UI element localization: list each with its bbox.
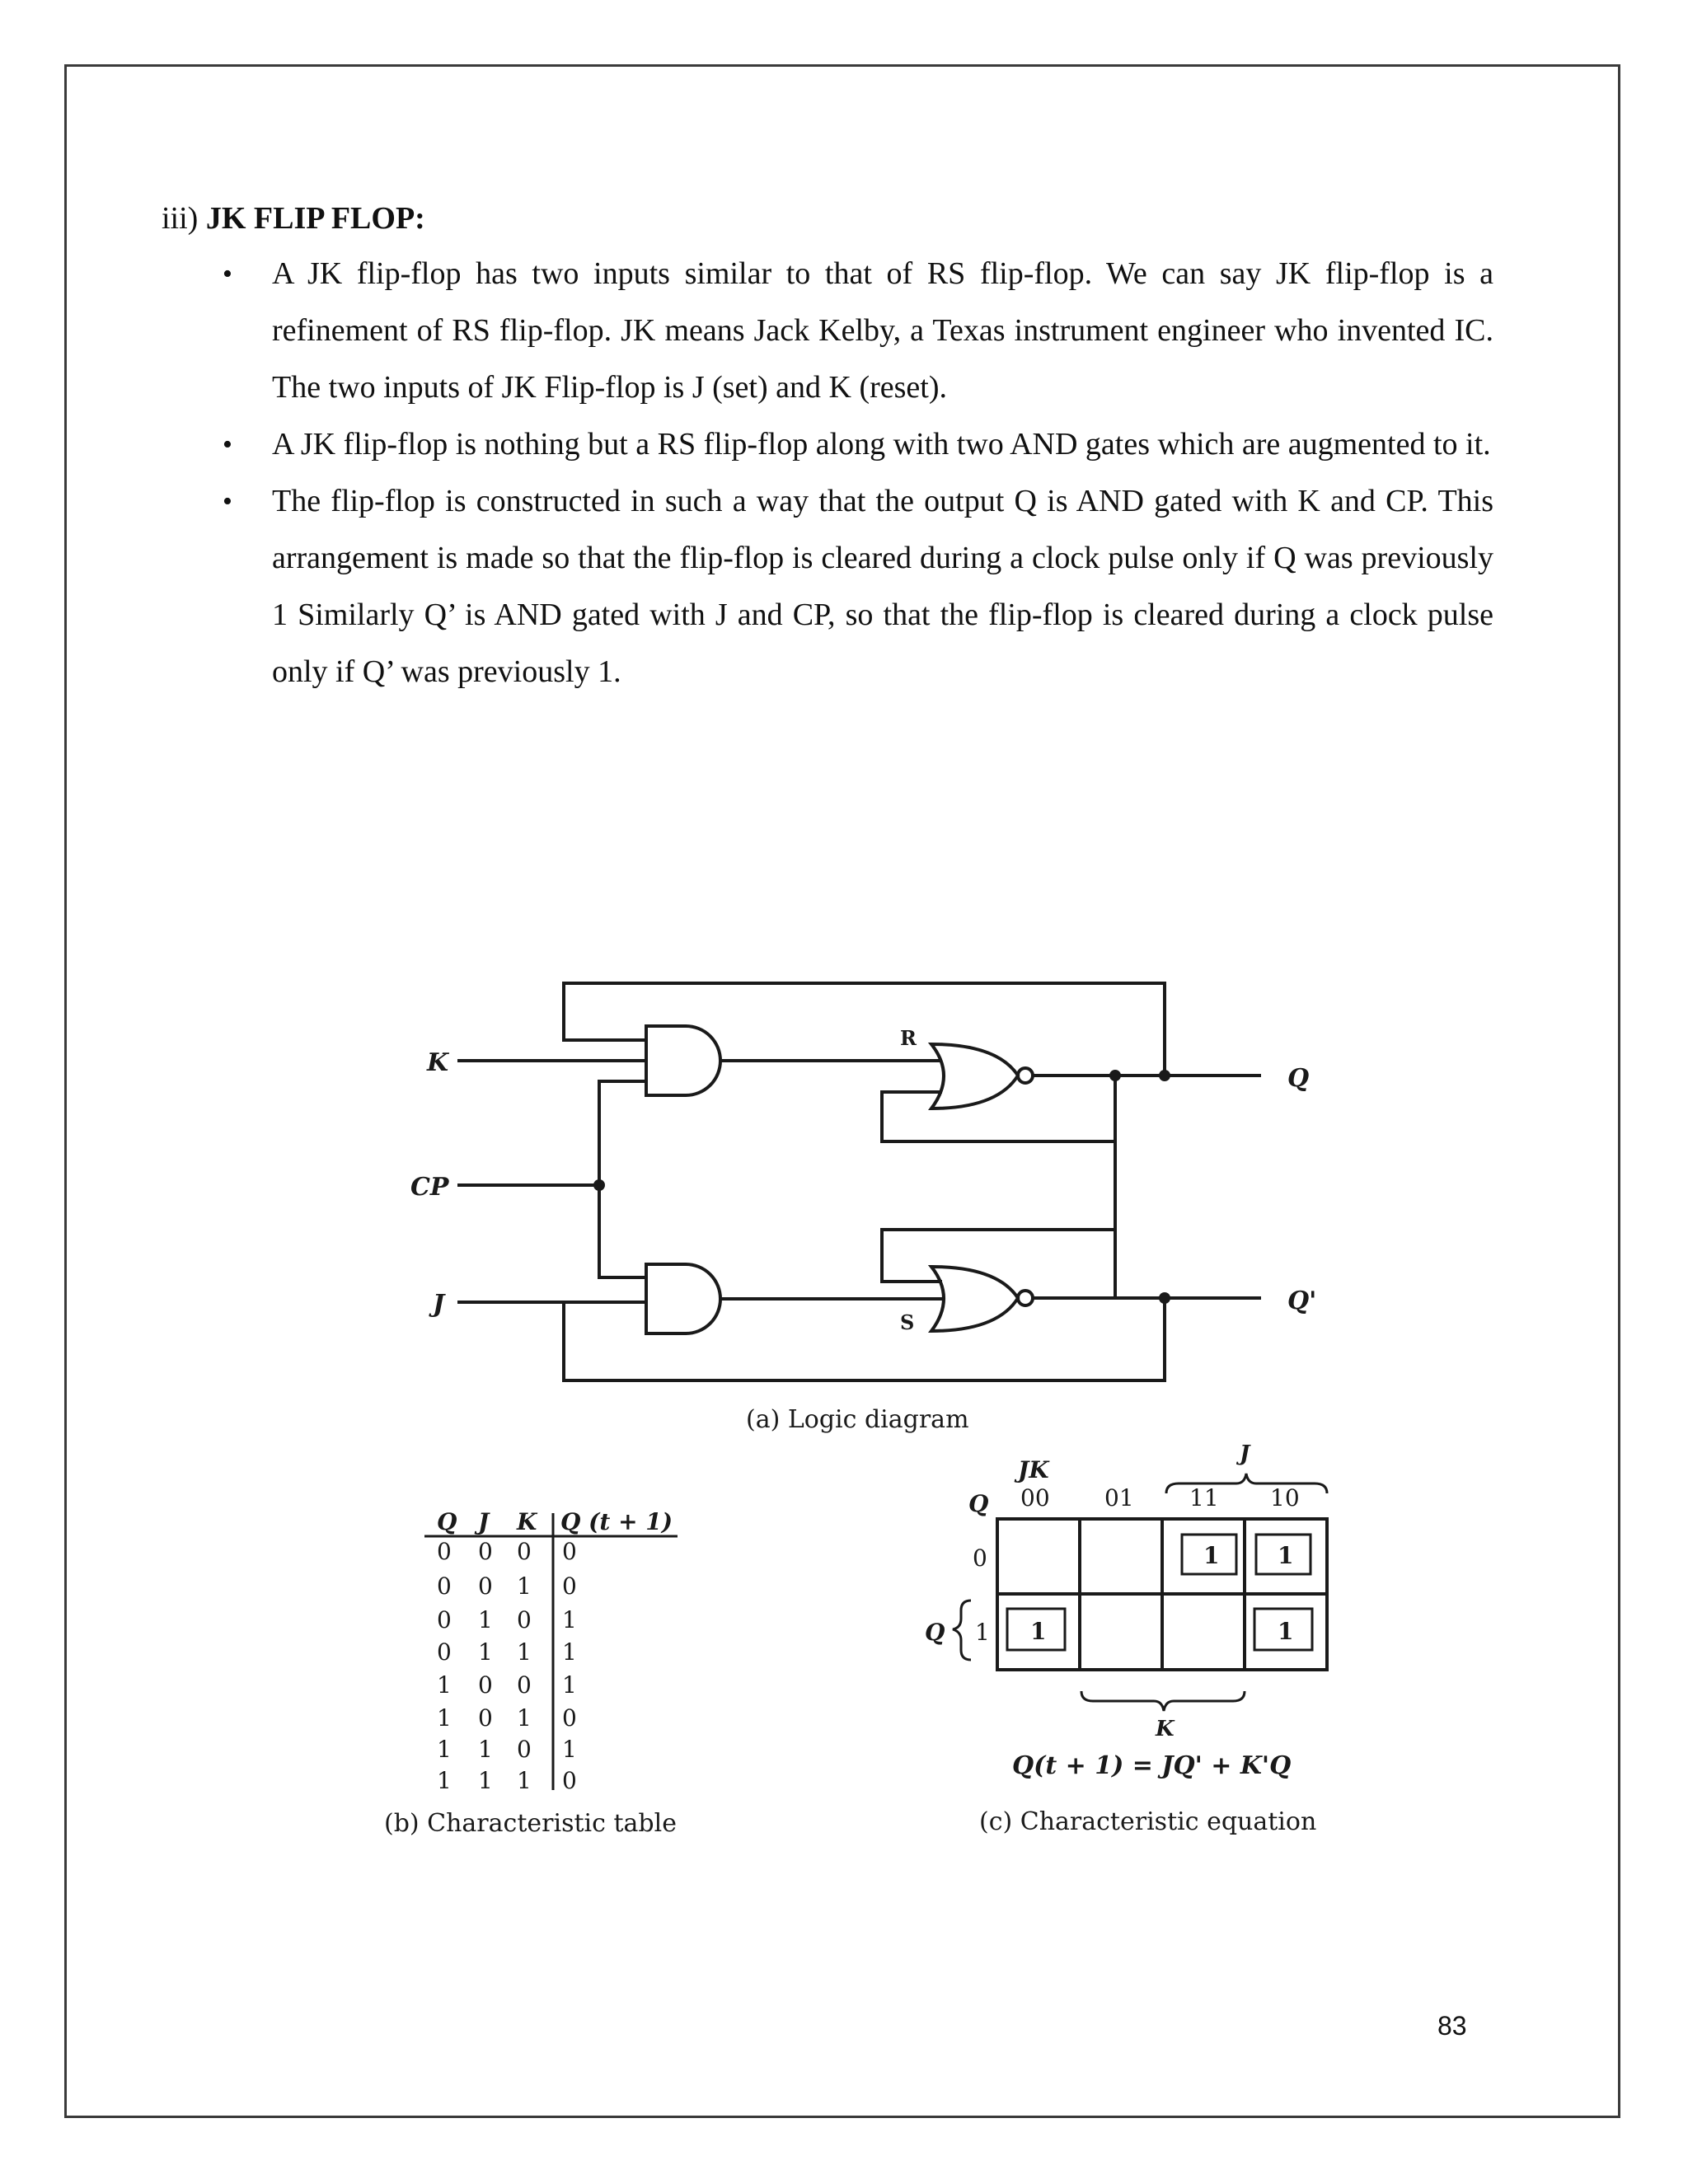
kmap-col-label: 11 [1189,1484,1219,1511]
table-cell: 0 [437,1638,452,1666]
label-s: S [900,1310,915,1334]
label-cp: CP [410,1173,449,1202]
table-cell: 1 [562,1638,577,1666]
kmap-cell-one: 1 [1030,1618,1047,1645]
kmap-equation: Q(t + 1) = JQ' + K'Q [1012,1751,1292,1780]
kmap-corner-q: Q [968,1490,989,1517]
heading-title: JK FLIP FLOP: [205,201,425,236]
table-cell: 1 [562,1736,577,1763]
table-header-j: J [478,1508,490,1535]
section-heading [162,198,425,239]
kmap-caption: (c) Characteristic equation [979,1807,1317,1836]
table-cell: 0 [437,1538,452,1565]
kmap-col-label: 00 [1020,1484,1050,1511]
kmap-row-label: 1 [975,1619,990,1646]
heading-prefix: iii) [162,201,199,236]
table-cell: 0 [517,1606,532,1633]
page-number: 83 [1437,2011,1467,2041]
table-header-q: Q [437,1508,457,1535]
kmap-col-label: 01 [1104,1484,1134,1511]
table-header-k: K [517,1508,537,1535]
table-cell: 1 [437,1767,452,1794]
table-cell: 1 [562,1606,577,1633]
table-cell: 0 [562,1767,577,1794]
table-cell: 1 [517,1572,532,1600]
bullet-item [223,473,1493,701]
bullet-dot: • [223,429,232,460]
table-cell: 1 [517,1767,532,1794]
table-header-qt1: Q (t + 1) [560,1508,673,1535]
table-cell: 0 [517,1671,532,1699]
kmap-side-q: Q [925,1619,945,1646]
kmap-col-label: 10 [1270,1484,1300,1511]
table-cell: 0 [478,1671,493,1699]
table-cell: 1 [517,1638,532,1666]
kmap-cell-one: 1 [1203,1542,1220,1569]
kmap-corner-jk: JK [1018,1456,1049,1483]
table-cell: 0 [478,1572,493,1600]
bullet-text: The flip-flop is constructed in such a way that the output Q is AND gated with K and CP. This arrangement is made so that the flip-flop is cleared during a clock pulse only if Q was previously 1 Similarly Q’ is AND gated with J and CP, so that the flip-flop is cleared during a clock pulse only if Q’ was previously 1. [272,484,1493,689]
label-r: R [900,1026,917,1050]
label-k: K [427,1048,449,1077]
label-q: Q [1287,1064,1310,1093]
bullet-item [223,246,1493,416]
table-cell: 0 [437,1572,452,1600]
bullet-text: A JK flip-flop has two inputs similar to that of RS flip-flop. We can say JK flip-flop is a refinement of RS flip-flop. JK means Jack Kelby, a Texas instrument engineer who invented IC. The two inputs of JK Flip-flop is J (set) and K (reset). [272,256,1493,405]
table-cell: 0 [562,1538,577,1565]
table-cell: 0 [562,1572,577,1600]
kmap-cell-one: 1 [1278,1542,1294,1569]
table-cell: 1 [478,1638,493,1666]
table-cell: 1 [478,1736,493,1763]
table-cell: 1 [562,1671,577,1699]
label-q-bar: Q' [1287,1286,1317,1315]
table-cell: 0 [478,1538,493,1565]
table-cell: 1 [437,1736,452,1763]
label-j: J [433,1290,445,1319]
table-cell: 0 [517,1736,532,1763]
kmap-brace-j: J [1240,1441,1250,1466]
table-cell: 1 [437,1704,452,1732]
table-cell: 1 [478,1606,493,1633]
bullet-list [223,246,1493,701]
table-cell: 1 [437,1671,452,1699]
table-cell: 0 [437,1606,452,1633]
table-cell: 1 [517,1704,532,1732]
bullet-dot: • [223,486,232,517]
logic-diagram-caption: (a) Logic diagram [746,1405,969,1434]
table-cell: 0 [517,1538,532,1565]
kmap-brace-k: K [1156,1717,1175,1741]
table-cell: 1 [478,1767,493,1794]
bullet-text: A JK flip-flop is nothing but a RS flip-flop along with two AND gates which are augmented to it. [272,427,1491,462]
kmap-row-label: 0 [973,1544,987,1572]
kmap-cell-one: 1 [1278,1618,1294,1645]
table-cell: 0 [478,1704,493,1732]
bullet-dot: • [223,259,232,289]
table-cell: 0 [562,1704,577,1732]
table-caption: (b) Characteristic table [384,1809,677,1838]
bullet-item [223,416,1493,473]
